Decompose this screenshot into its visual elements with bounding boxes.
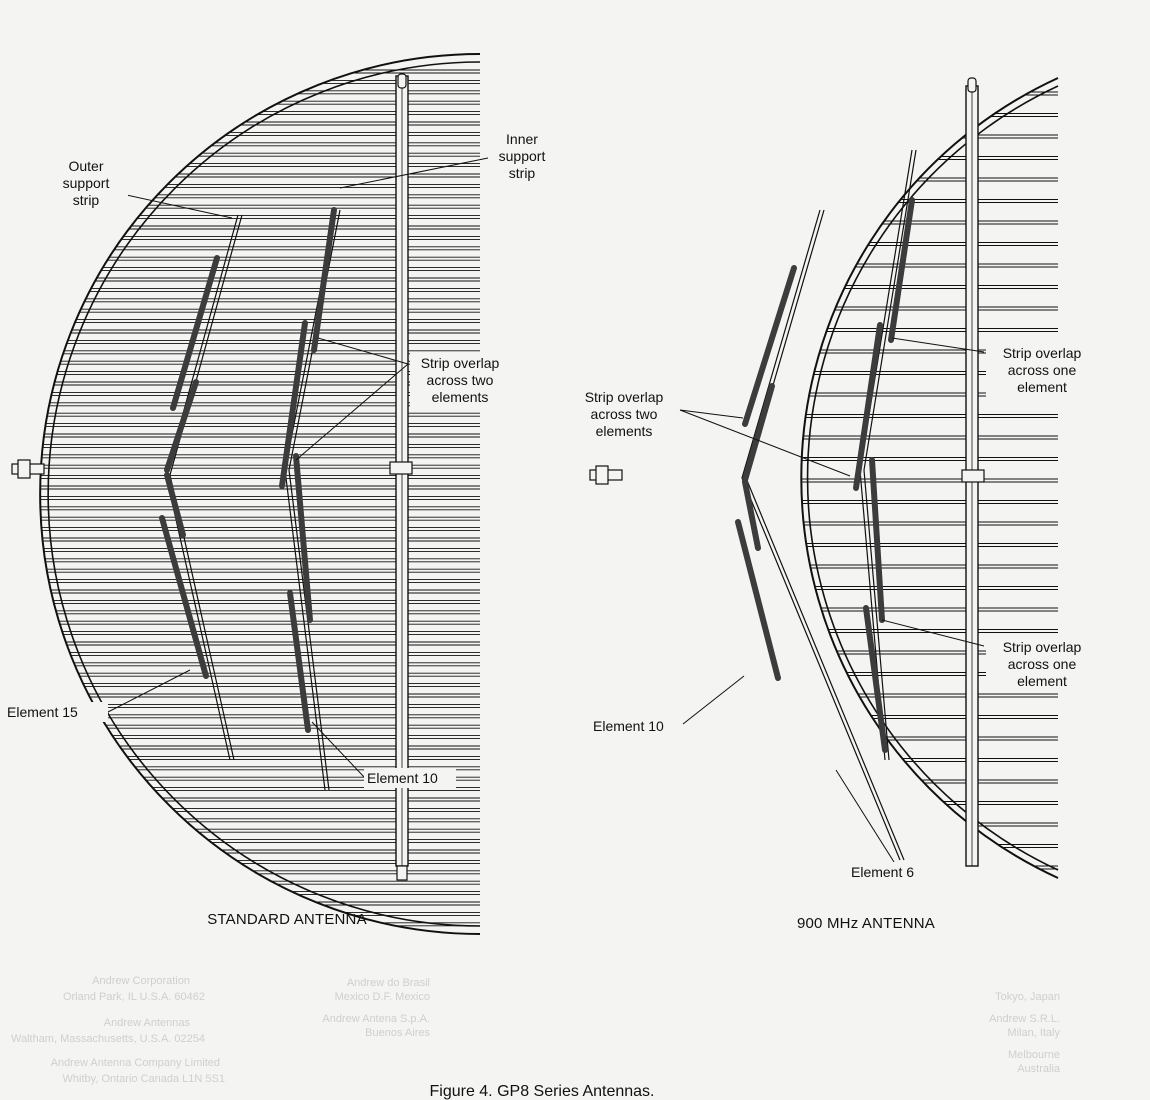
bg-left-line-5: Andrew Antenna Company Limited: [50, 1057, 220, 1069]
label-mhz900-strip-overlap-one-bottom: [986, 636, 1092, 692]
label-standard-element-10: [364, 768, 456, 788]
bg-left-line-2: Orland Park, IL U.S.A. 60462: [62, 991, 205, 1003]
standard-center-boom: [396, 74, 408, 880]
label-inner-line-3: strip: [508, 165, 536, 181]
bg-left-line-1: Andrew Corporation: [92, 975, 190, 987]
bg-left-line-4: Waltham, Massachusetts, U.S.A. 02254: [10, 1033, 205, 1045]
label-mhz-overlap-one-top-line-2: across one: [1007, 362, 1077, 378]
mhz900-rim-inner: [808, 86, 1058, 870]
label-inner-line-1: Inner: [506, 131, 538, 147]
mhz900-antenna: [572, 78, 1092, 932]
mhz900-support-strips: [742, 150, 916, 860]
label-outer-line-2: support: [62, 175, 110, 191]
bg-right-line-3: Milan, Italy: [1007, 1027, 1060, 1039]
mhz900-element: [745, 386, 772, 480]
bg-mid-line-3: Andrew Antena S.p.A.: [322, 1013, 430, 1025]
standard-support-strips: [166, 210, 340, 790]
label-outer-line-3: strip: [72, 192, 100, 208]
bg-left-line-3: Andrew Antennas: [103, 1017, 190, 1029]
label-mhz900-element-6: [848, 862, 932, 882]
label-mhz-overlap-one-bottom-line-2: across one: [1007, 656, 1077, 672]
bg-right-line-5: Australia: [1017, 1063, 1060, 1075]
label-mhz900-element-10: [590, 716, 682, 736]
mhz900-element: [872, 460, 882, 620]
label-mhz-overlap-one-bottom-line-1: Strip overlap: [1002, 639, 1082, 655]
bg-left-line-6: Whitby, Ontario Canada L1N 5S1: [62, 1073, 225, 1085]
label-mhz-overlap-two-line-1: Strip overlap: [584, 389, 664, 405]
figure-caption: Figure 4. GP8 Series Antennas.: [429, 1083, 655, 1100]
label-mhz-overlap-two-line-2: across two: [590, 406, 658, 422]
label-mhz-overlap-one-top-line-1: Strip overlap: [1002, 345, 1082, 361]
mhz900-hub: [962, 470, 984, 482]
standard-element: [314, 210, 334, 350]
mhz900-grid-bars: [610, 92, 1058, 869]
standard-hub: [390, 462, 412, 474]
bg-right-line-4: Melbourne: [1008, 1049, 1060, 1061]
label-element-15: Element 15: [7, 704, 78, 720]
label-inner-support-strip: [488, 128, 562, 184]
mhz900-element: [856, 325, 880, 488]
label-mhz900-strip-overlap-one-top: [986, 342, 1092, 398]
label-std-overlap-line-1: Strip overlap: [420, 355, 500, 371]
label-outer-line-1: Outer: [68, 158, 104, 174]
bg-mid-line-2: Mexico D.F. Mexico: [334, 991, 430, 1003]
bg-right-line-2: Andrew S.R.L.: [989, 1013, 1060, 1025]
label-mhz-overlap-one-bottom-line-3: element: [1017, 673, 1067, 689]
label-standard-strip-overlap: [410, 352, 514, 408]
label-mhz-overlap-two-line-3: elements: [595, 423, 653, 439]
standard-outer-support-strip: [166, 215, 238, 760]
label-inner-line-2: support: [498, 148, 546, 164]
mhz900-rim-outer: [801, 78, 1058, 878]
label-mhz900-strip-overlap-two: [572, 386, 678, 442]
label-std-overlap-line-3: elements: [431, 389, 489, 405]
label-standard-element-15: [4, 702, 108, 722]
standard-element: [167, 475, 183, 535]
standard-left-mount: [12, 460, 44, 478]
standard-antenna-caption: STANDARD ANTENNA: [207, 911, 367, 928]
label-mhz-element-6: Element 6: [851, 864, 915, 880]
label-mhz-element-10: Element 10: [593, 718, 664, 734]
bg-mid-line-1: Andrew do Brasil: [346, 977, 430, 989]
bg-mid-line-4: Buenos Aires: [365, 1027, 430, 1039]
label-outer-support-strip: [48, 155, 128, 211]
mhz900-antenna-caption: 900 MHz ANTENNA: [796, 915, 936, 932]
bg-right-line-1: Tokyo, Japan: [995, 991, 1060, 1003]
label-std-element-10: Element 10: [367, 770, 438, 786]
mhz900-left-mount: [590, 466, 622, 484]
standard-antenna: [4, 54, 562, 934]
background-bleed-text: [11, 975, 1061, 1085]
label-mhz-overlap-one-top-line-3: element: [1017, 379, 1067, 395]
mhz900-labels: [572, 342, 1092, 882]
label-std-overlap-line-2: across two: [426, 372, 494, 388]
